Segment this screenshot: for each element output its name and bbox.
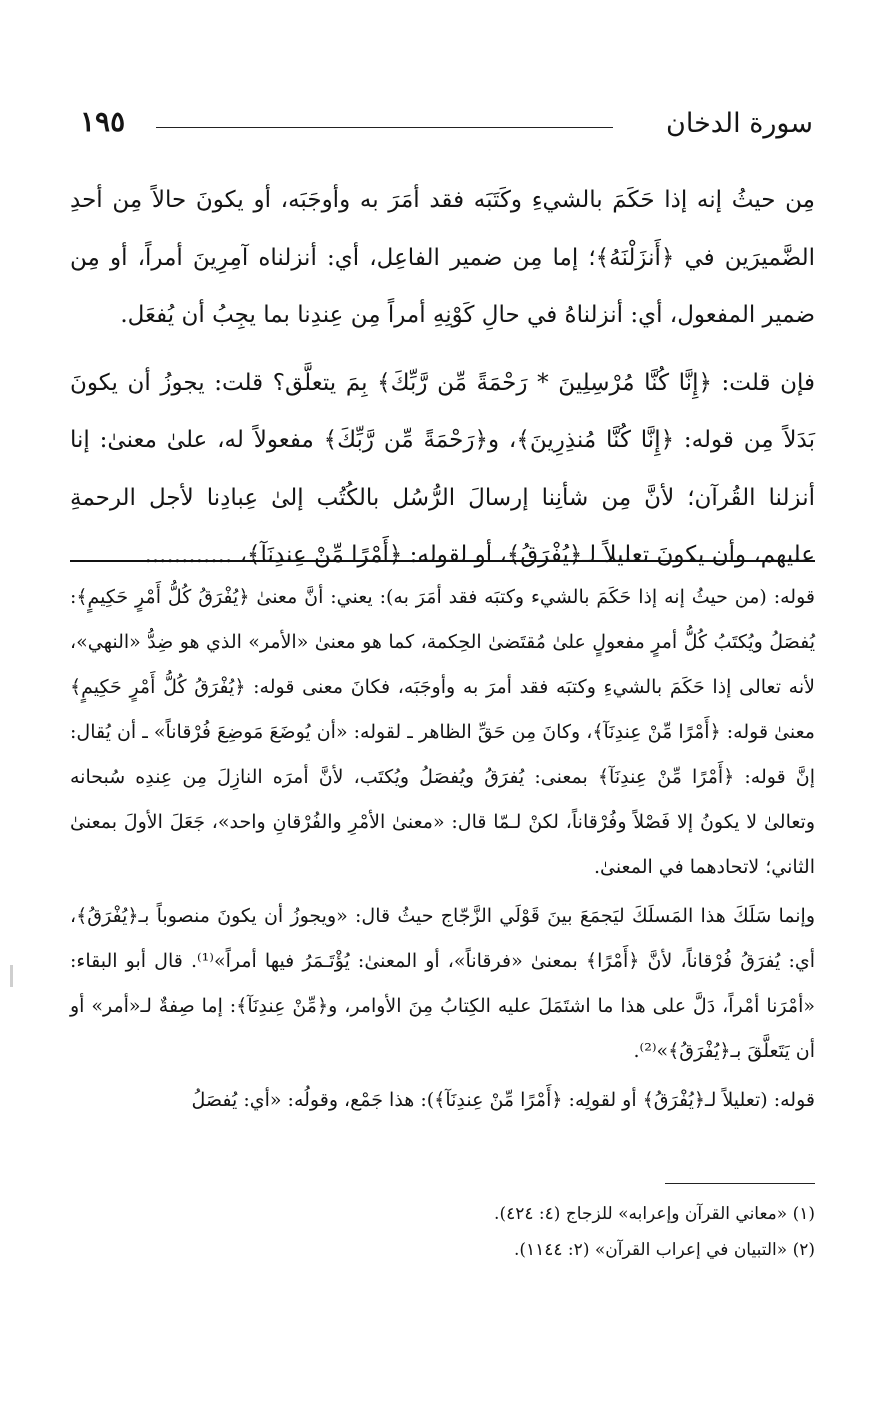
header-rule [156,127,613,128]
scan-mark [10,965,13,987]
page-number: ١٩٥ [80,105,126,138]
main-paragraph: مِن حيثُ إنه إذا حَكَمَ بالشيءِ وكَتَبَه فقد أمَرَ به وأوجَبَه، أو يكونَ حالاً مِن أحدِ الضَّميرَين في ﴿أَنزَلْنَهُ﴾؛ إما مِن ضمير الفاعِل، أي: أنزلناه آمِرِينَ أمراً، أو مِن ضمير المفعول، أي: أنزلناهُ في حالِ كَوْنِهِ أمراً مِن عِندِنا بما يجِبُ أن يُفعَل. [70,187,815,328]
running-header [72,100,813,150]
text-commentary-divider [70,560,815,562]
footnotes [70,1196,815,1268]
main-paragraph: فإن قلت: ﴿إِنَّا كُنَّا مُرْسِلِينَ * رَحْمَةً مِّن رَّبِّكَ﴾ بِمَ يتعلَّق؟ قلت: يجوزُ أن يكونَ بَدَلاً مِن قوله: ﴿إِنَّا كُنَّا مُنذِرِينَ﴾، و﴿رَحْمَةً مِّن رَّبِّكَ﴾ مفعولاً له، علىٰ معنىٰ: إنا أنزلنا القُرآن؛ لأنَّ مِن شأنِنا إرسالَ الرُّسُل بالكُتُب إلىٰ عِبادِنا لأجل الرحمةِ عليهم، وأن يكونَ تعليلاً لـ﴿يُفْرَقُ﴾، أو لقوله: ﴿أَمْرًا مِّنْ عِندِنَآ﴾، ............ [70,369,815,568]
footnote-rule [665,1183,815,1184]
footnote: (٢) «التبيان في إعراب القرآن» (٢: ١١٤٤). [513,1240,815,1260]
footnote: (١) «معاني القرآن وإعرابه» للزجاج (٤: ٤٢٤). [494,1204,815,1224]
commentary-paragraph: قوله: (من حيثُ إنه إذا حَكَمَ بالشيء وكتبَه فقد أمَرَ به): يعني: أنَّ معنىٰ ﴿يُفْرَقُ كُلُّ أَمْرٍ حَكِيمٍ﴾: يُفصَلُ ويُكتَبُ كُلُّ أمرٍ مفعولٍ علىٰ مُقتَضىٰ الحِكمة، كما هو معنىٰ «الأمر» الذي هو ضِدُّ «النهي»، لأنه تعالى إذا حَكَمَ بالشيءِ وكتبَه فقد أمرَ به وأوجَبَه، فكانَ معنى قوله: ﴿يُفْرَقُ كُلُّ أَمْرٍ حَكِيمٍ﴾ معنىٰ قوله: ﴿أَمْرًا مِّنْ عِندِنَآ﴾، وكانَ مِن حَقِّ الظاهر ـ لقوله: «أن يُوضَعَ مَوضِعَ فُرْقاناً» ـ أن يُقال: إنَّ قوله: ﴿أَمْرًا مِّنْ عِندِنَآ﴾ بمعنى: يُفرَقُ ويُفصَلُ ويُكتَب، لأنَّ أمرَه النازِلَ مِن عِندِه سُبحانه وتعالىٰ لا يكونُ إلا فَصْلاً وفُرْقاناً، لكنْ لـمّا قال: «معنىٰ الأمْرِ والفُرْقانِ واحد»، جَعَلَ الأولَ بمعنىٰ الثاني؛ لاتحادهما في المعنىٰ. [70,586,815,878]
commentary-paragraph: قوله: (تعليلاً لـ﴿يُفْرَقُ﴾ أو لقولِه: ﴿أَمْرًا مِّنْ عِندِنَآ﴾): هذا جَمْع، وقولُه: «أي: يُفصَلُ [191,1089,815,1111]
commentary [70,575,815,1123]
commentary-paragraph: وإنما سَلَكَ هذا المَسلَكَ ليَجمَعَ بينَ قَوْلَي الزَّجّاج حيثُ قال: «ويجوزُ أن يكونَ منصوباً بـ﴿يُفْرَقُ﴾، أي: يُفرَقُ فُرْقاناً، لأنَّ ﴿أَمْرًا﴾ بمعنىٰ «فرقاناً»، أو المعنىٰ: يُؤْتَـمَرُ فيها أمراً»⁽¹⁾. قال أبو البقاء: «أمْرَنا أمْراً، دَلَّ على هذا ما اشتَمَلَ عليه الكِتابُ مِنَ الأوامر، و﴿مِّنْ عِندِنَآ﴾: إما صِفةٌ لـ«أمر» أو أن يَتَعلَّقَ بـ﴿يُفْرَقُ﴾»⁽²⁾. [70,905,815,1062]
surah-title: سورة الدخان [666,108,813,139]
main-text [70,172,815,585]
